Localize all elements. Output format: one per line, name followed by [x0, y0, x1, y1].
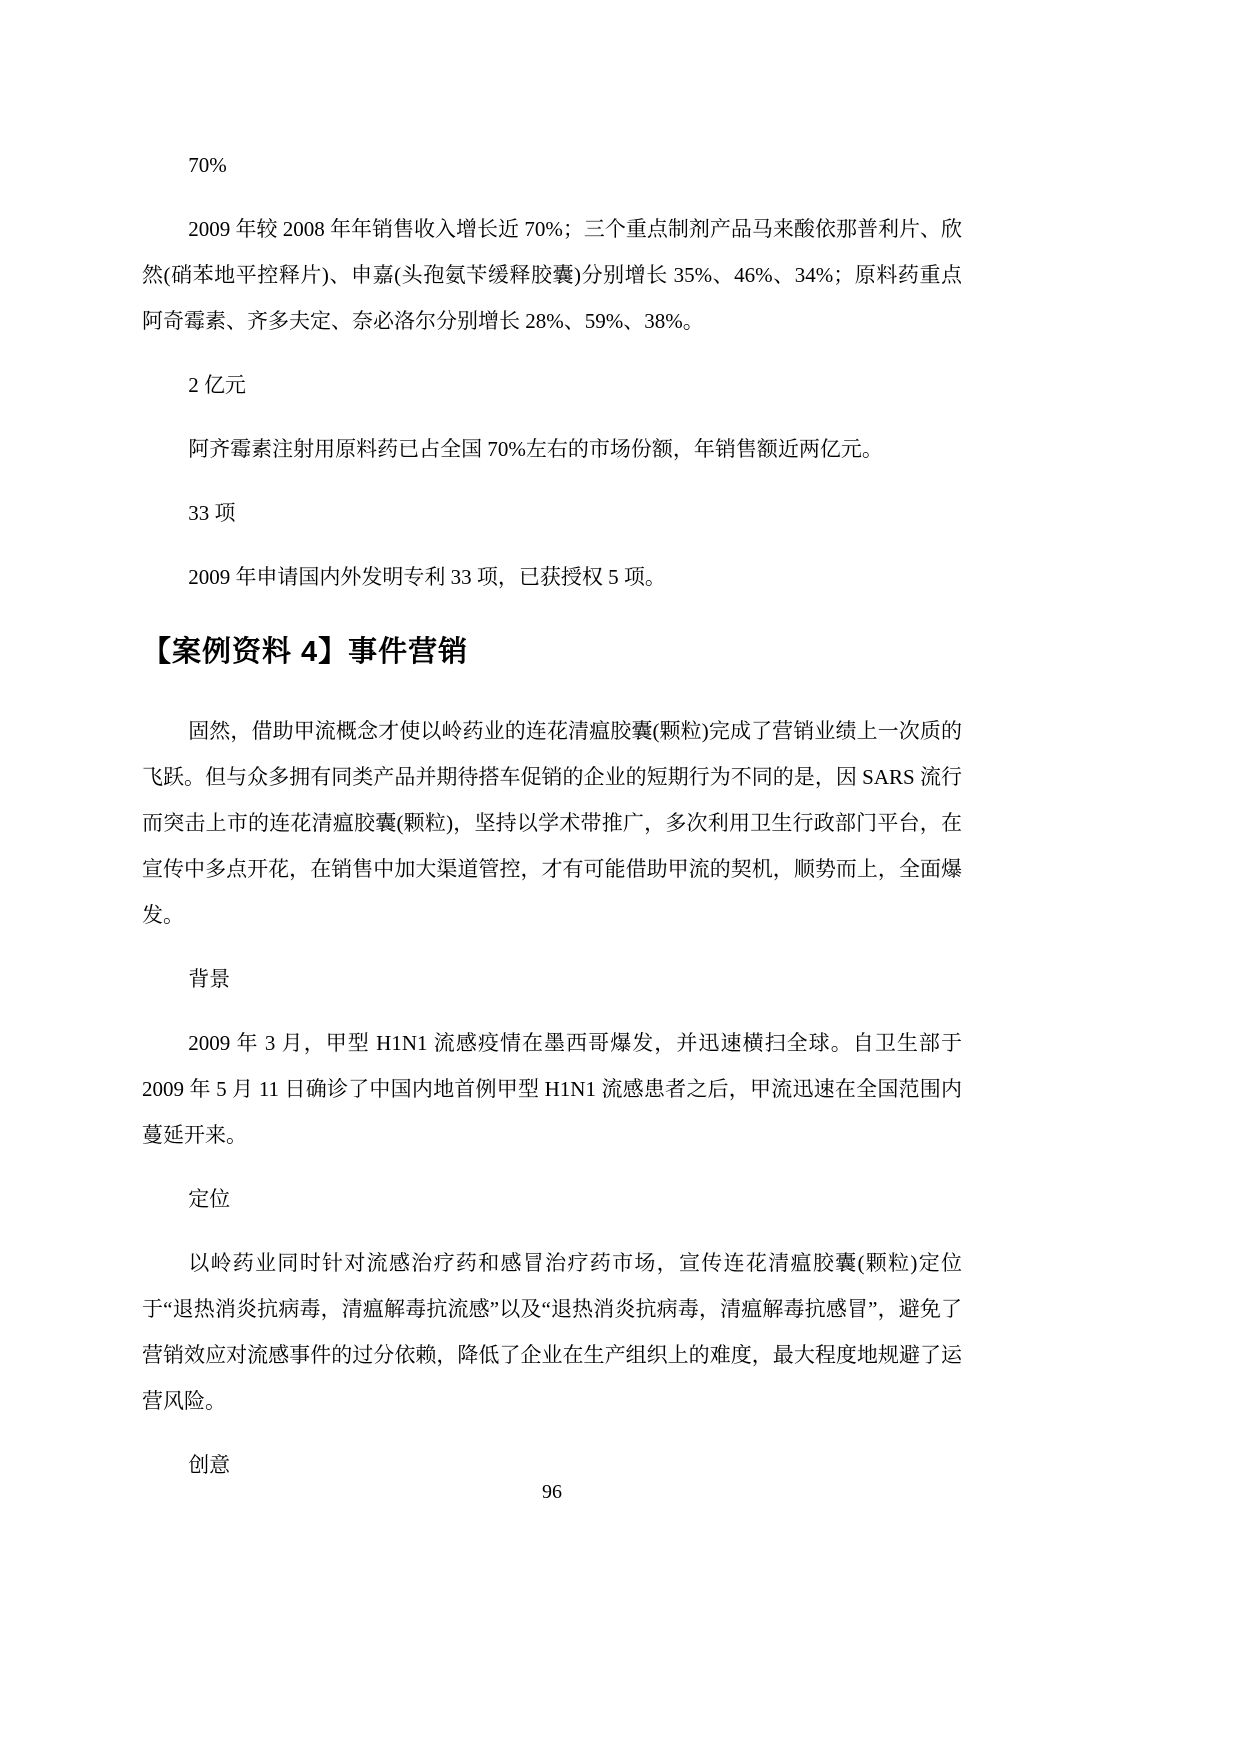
- stat-label-revenue: 2 亿元: [188, 373, 246, 397]
- stat-paragraph-revenue: 阿齐霉素注射用原料药已占全国 70%左右的市场份额，年销售额近两亿元。: [188, 437, 883, 461]
- section-intro-paragraph: 固然，借助甲流概念才使以岭药业的连花清瘟胶囊(颗粒)完成了营销业绩上一次质的飞跃。但与众多拥有同类产品并期待搭车促销的企业的短期行为不同的是，因 SARS 流行而突击上市的连花清瘟胶囊(颗粒)，坚持以学术带推广，多次利用卫生行政部门平台，在宣传中多点开花，在销售中加大渠道管控，才有可能借助甲流的契机，顺势而上，全面爆发。: [142, 719, 962, 927]
- stat-paragraph-growth: 2009 年较 2008 年年销售收入增长近 70%；三个重点制剂产品马来酸依那普利片、欣然(硝苯地平控释片)、申嘉(头孢氨苄缓释胶囊)分别增长 35%、46%、34%；原料药重点阿奇霉素、齐多夫定、奈必洛尔分别增长 28%、59%、38%。: [142, 217, 962, 333]
- stat-paragraph-patents: 2009 年申请国内外发明专利 33 项，已获授权 5 项。: [188, 565, 666, 589]
- subsection-label-background: 背景: [188, 967, 231, 991]
- subsection-paragraph-positioning: 以岭药业同时针对流感治疗药和感冒治疗药市场，宣传连花清瘟胶囊(颗粒)定位于“退热消炎抗病毒，清瘟解毒抗流感”以及“退热消炎抗病毒，清瘟解毒抗感冒”，避免了营销效应对流感事件的过分依赖，降低了企业在生产组织上的难度，最大程度地规避了运营风险。: [142, 1251, 962, 1413]
- page-number: 96: [542, 1481, 562, 1503]
- subsection-label-creativity: 创意: [188, 1453, 231, 1477]
- subsection-paragraph-background: 2009 年 3 月，甲型 H1N1 流感疫情在墨西哥爆发，并迅速横扫全球。自卫生部于 2009 年 5 月 11 日确诊了中国内地首例甲型 H1N1 流感患者之后，甲流迅速在全国范围内蔓延开来。: [142, 1031, 962, 1147]
- stat-label-patents: 33 项: [188, 501, 236, 525]
- subsection-label-positioning: 定位: [188, 1187, 231, 1211]
- section-heading: 【案例资料 4】事件营销: [142, 636, 469, 668]
- stat-label-growth: 70%: [188, 153, 227, 177]
